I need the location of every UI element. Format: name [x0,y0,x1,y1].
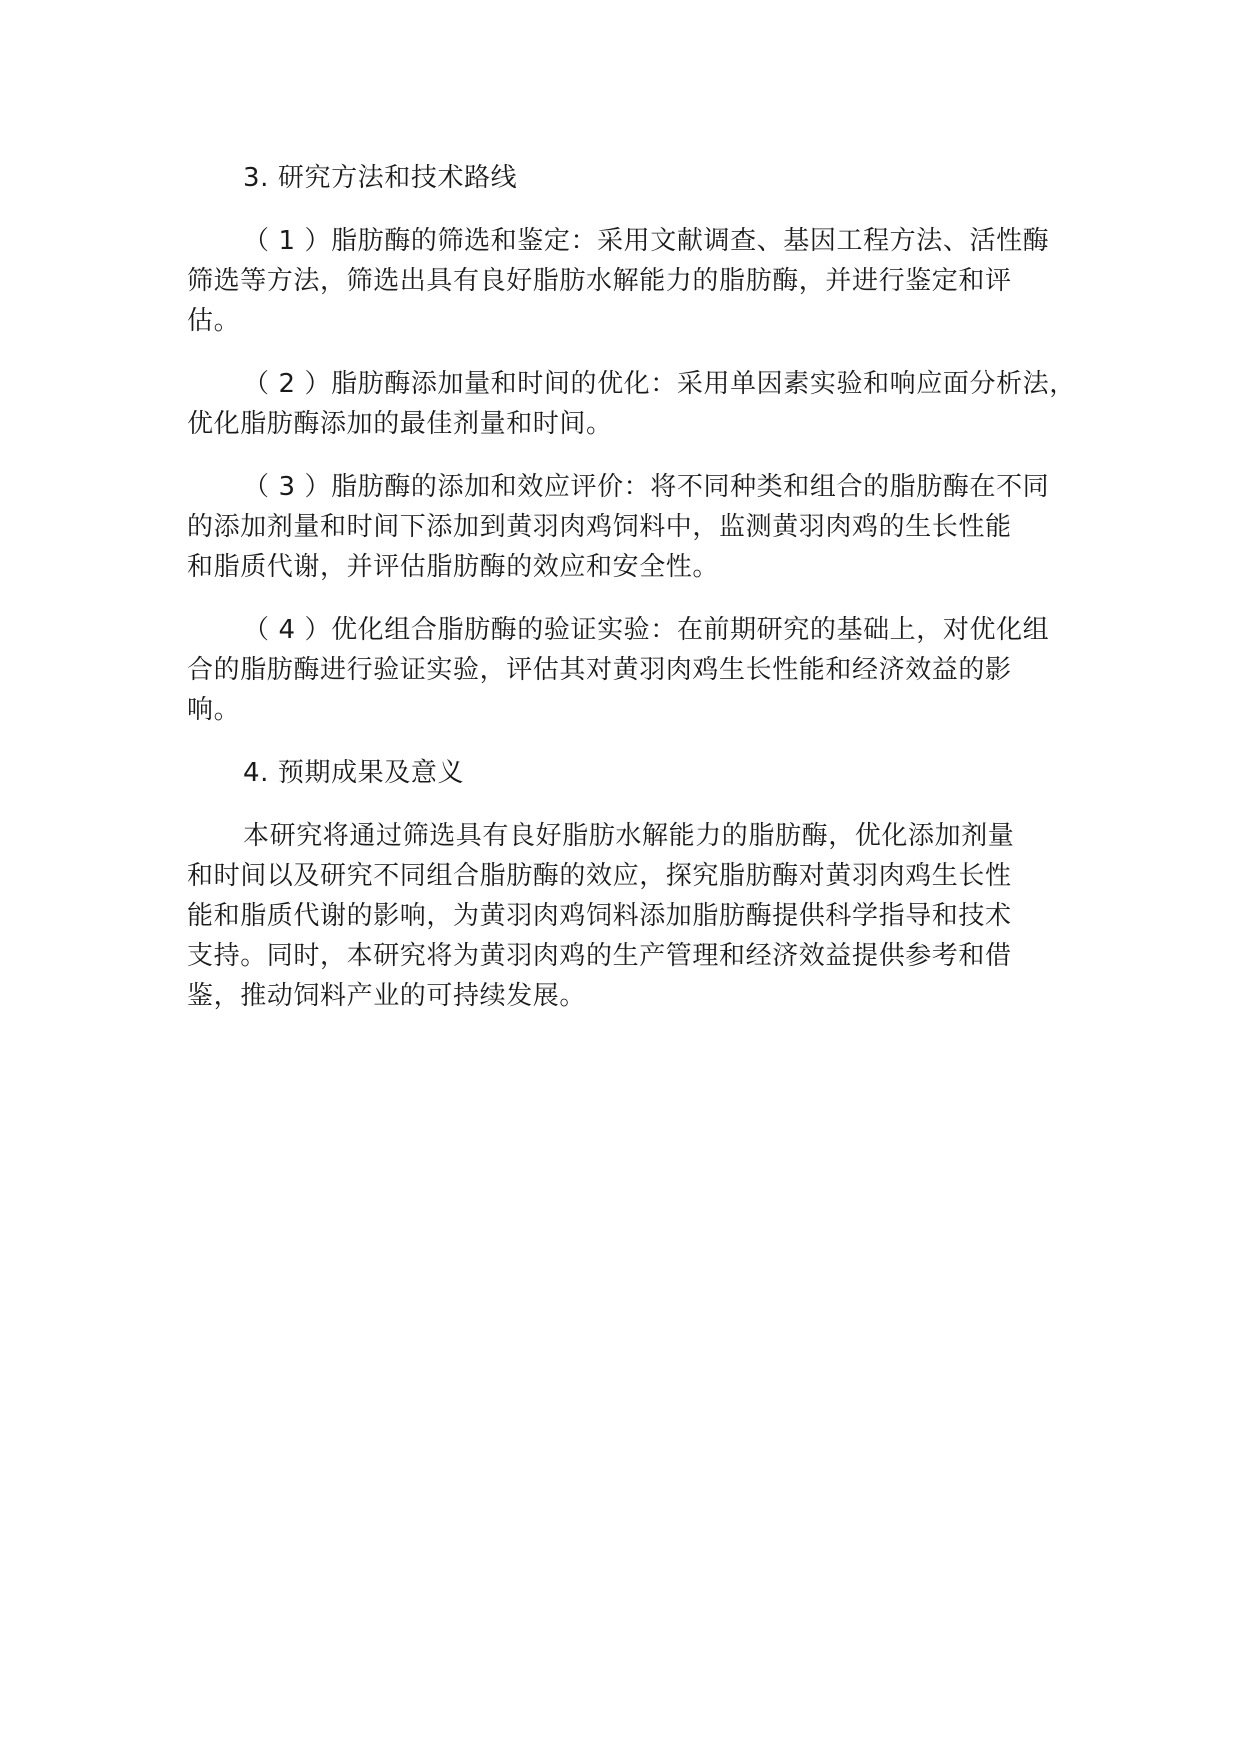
paragraph-line: 估。 [187,306,241,336]
document-body [187,158,1076,1016]
paragraph-line: 和脂质代谢，并评估脂肪酶的效应和安全性。 [187,552,720,582]
paragraph-line: 支持。同时，本研究将为黄羽肉鸡的生产管理和经济效益提供参考和借 [187,941,1012,971]
paragraph-1 [187,221,1067,341]
paragraph-line: 能和脂质代谢的影响，为黄羽肉鸡饲料添加脂肪酶提供科学指导和技术 [187,901,1012,931]
paragraph-line: 筛选等方法，筛选出具有良好脂肪水解能力的脂肪酶，并进行鉴定和评 [187,266,1012,296]
paragraph-line: 和时间以及研究不同组合脂肪酶的效应，探究脂肪酶对黄羽肉鸡生长性 [187,861,1012,891]
paragraph-line: 的添加剂量和时间下添加到黄羽肉鸡饲料中，监测黄羽肉鸡的生长性能 [187,512,1012,542]
section-heading: 3. 研究方法和技术路线 [243,163,518,193]
paragraph-line: （ 3 ）脂肪酶的添加和效应评价：将不同种类和组合的脂肪酶在不同 [243,472,1050,502]
paragraph-3 [187,467,1067,587]
paragraph-line: 鉴，推动饲料产业的可持续发展。 [187,981,587,1011]
paragraph-line: （ 4 ）优化组合脂肪酶的验证实验：在前期研究的基础上，对优化组 [243,615,1050,645]
paragraph-line: （ 2 ）脂肪酶添加量和时间的优化：采用单因素实验和响应面分析法， [243,369,1076,399]
paragraph-line: 优化脂肪酶添加的最佳剂量和时间。 [187,409,613,439]
paragraph-line: 本研究将通过筛选具有良好脂肪水解能力的脂肪酶，优化添加剂量 [243,821,1015,851]
paragraph-4 [187,610,1067,730]
paragraph-line: 响。 [187,695,241,725]
paragraph-line: （ 1 ）脂肪酶的筛选和鉴定：采用文献调查、基因工程方法、活性酶 [243,226,1050,256]
paragraph-5 [187,816,1067,1016]
paragraph-2 [187,364,1076,444]
paragraph-line: 合的脂肪酶进行验证实验，评估其对黄羽肉鸡生长性能和经济效益的影 [187,655,1012,685]
section-heading: 4. 预期成果及意义 [243,758,465,788]
